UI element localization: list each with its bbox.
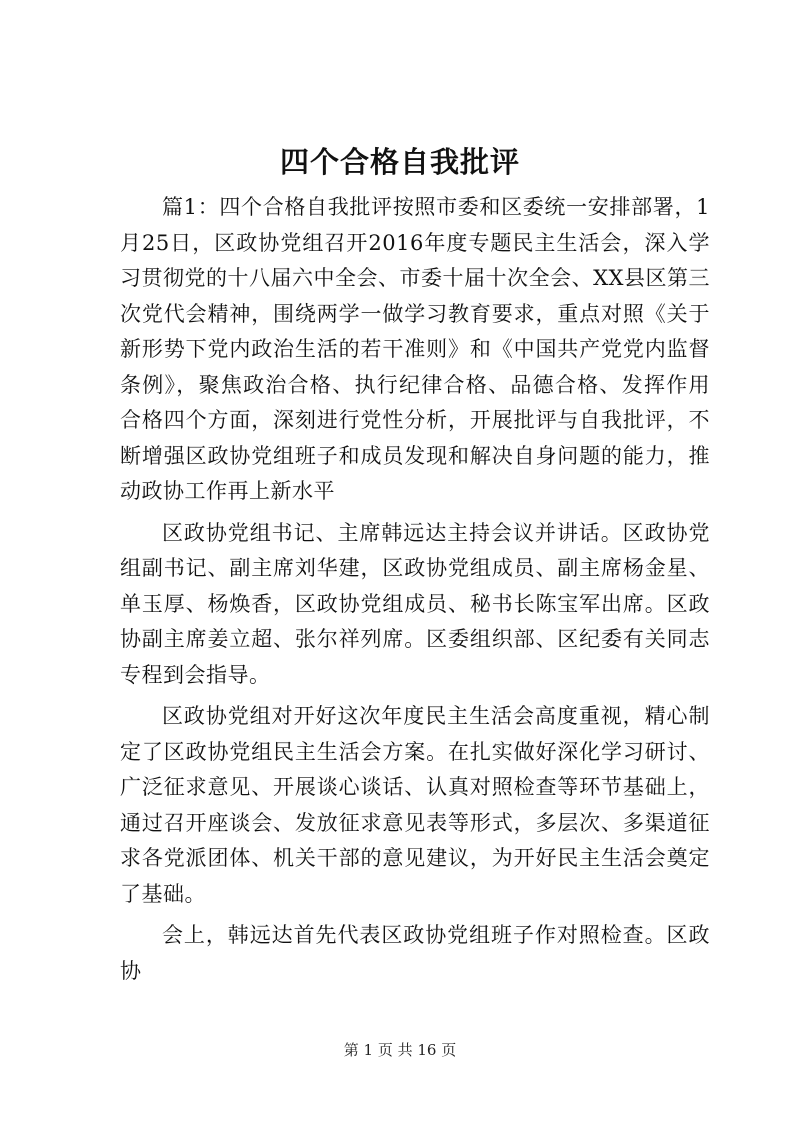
document-body (120, 190, 710, 991)
paragraph-4: 会上，韩远达首先代表区政协党组班子作对照检查。区政协 (120, 923, 710, 983)
paragraph-1: 篇1：四个合格自我批评按照市委和区委统一安排部署，1月25日，区政协党组召开2016年度专题民主生活会，深入学习贯彻党的十八届六中全会、市委十届十次全会、XX县区第三次党代会精神，围绕两学一做学习教育要求，重点对照《关于新形势下党内政治生活的若干准则》和《中国共产党党内监督条例》，聚焦政治合格、执行纪律合格、品德合格、发挥作用合格四个方面，深刻进行党性分析，开展批评与自我批评，不断增强区政协党组班子和成员发现和解决自身问题的能力，推动政协工作再上新水平 (120, 195, 710, 503)
document-title: 四个合格自我批评 (279, 145, 520, 179)
paragraph-3: 区政协党组对开好这次年度民主生活会高度重视，精心制定了区政协党组民主生活会方案。在扎实做好深化学习研讨、广泛征求意见、开展谈心谈话、认真对照检查等环节基础上，通过召开座谈会、发放征求意见表等形式，多层次、多渠道征求各党派团体、机关干部的意见建议，为开好民主生活会奠定了基础。 (120, 704, 710, 906)
paragraph-2: 区政协党组书记、主席韩远达主持会议并讲话。区政协党组副书记、副主席刘华建，区政协党组成员、副主席杨金星、单玉厚、杨焕香，区政协党组成员、秘书长陈宝军出席。区政协副主席姜立超、张尔祥列席。区委组织部、区纪委有关同志专程到会指导。 (120, 520, 710, 687)
page-number-footer: 第 1 页 共 16 页 (343, 1041, 457, 1059)
